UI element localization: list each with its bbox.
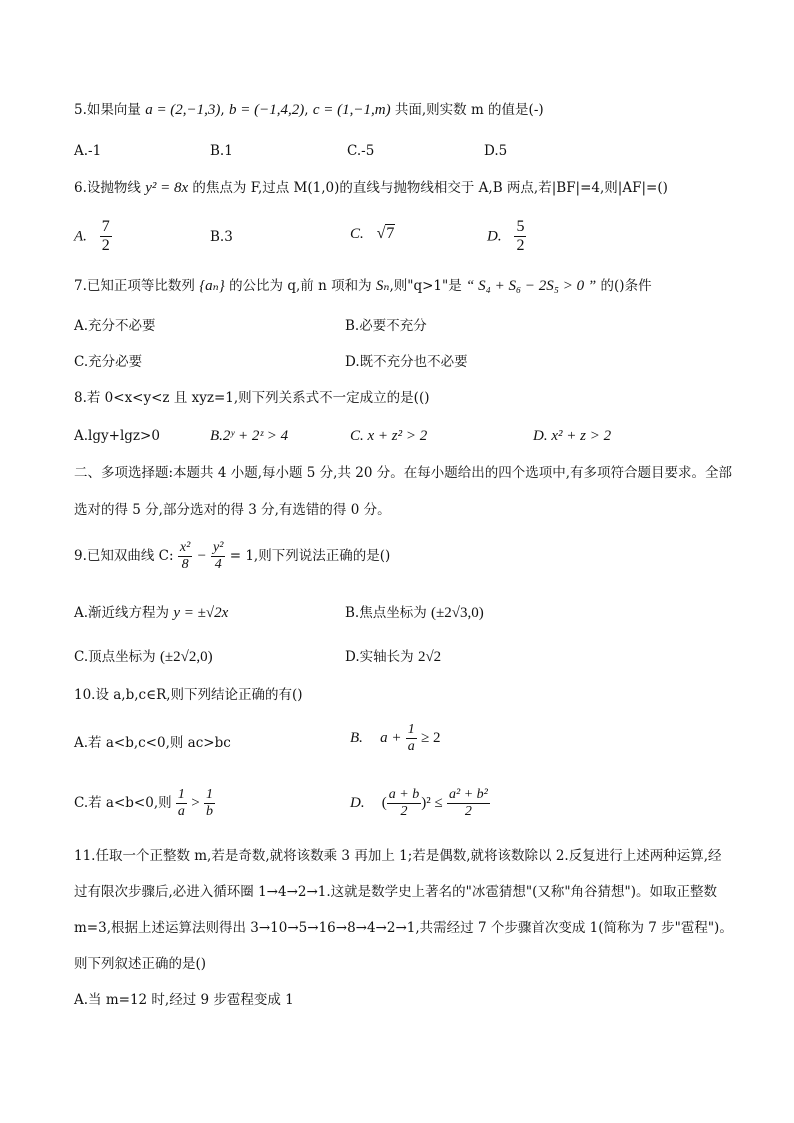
q9-stem-a: 9.已知双曲线 C: xyxy=(74,548,174,565)
q5-vector-c: c = (1,−1,m) xyxy=(312,102,391,118)
q7-sum-sn: Sₙ xyxy=(375,278,390,294)
q7-stem-a: 7.已知正项等比数列 xyxy=(74,278,195,294)
question-11-line4: 则下列叙述正确的是() xyxy=(74,956,207,972)
q6-stem-a: 6.设抛物线 xyxy=(74,180,141,196)
fraction-denominator: 2 xyxy=(464,804,472,820)
q7-option-c: C.充分必要 xyxy=(74,354,143,370)
q9-fraction-x xyxy=(178,540,192,573)
q5-option-c: C.-5 xyxy=(347,143,375,159)
q9-option-a xyxy=(74,606,228,621)
fraction-numerator: 1 xyxy=(204,787,215,804)
q10-option-d: D. ( $\frac{a + b}{2}$ )² ≤ $\frac{\text{a² + b²}}{2}$ xyxy=(350,787,488,820)
q6-option-a-label: A. xyxy=(74,228,87,245)
q5-option-b: B.1 xyxy=(210,143,233,159)
q9-option-c-math: (±2√2,0) xyxy=(159,649,213,665)
q10-option-b-rest: ≥ 2 xyxy=(421,730,441,747)
q9-stem-b: = 1,则下列说法正确的是() xyxy=(229,548,391,565)
question-7-stem xyxy=(74,279,652,294)
q10-option-b xyxy=(350,722,441,755)
q9-option-a-math: y = ±√2x xyxy=(173,605,229,621)
q9-option-c-text: C.顶点坐标为 xyxy=(74,649,156,665)
q7-condition: “ S₄ + S₆ − 2S₅ > 0 ” xyxy=(466,278,597,294)
fraction-numerator: 5 xyxy=(514,218,526,237)
fraction-numerator: a² + b² xyxy=(447,787,490,804)
q11-option-a: A.当 m=12 时,经过 9 步雹程变成 1 xyxy=(74,992,294,1008)
q5-option-a: A.-1 xyxy=(74,143,102,159)
q10-option-c-text: C.若 a<b<0,则 xyxy=(74,795,172,812)
question-11-line1: 11.任取一个正整数 m,若是奇数,就将该数乘 3 再加上 1;若是偶数,就将该数除以 2.反复进行上述两种运算,经 xyxy=(74,848,722,864)
fraction-denominator: 2 xyxy=(516,237,525,255)
q10-option-a: A.若 a<b,c<0,则 ac>bc xyxy=(74,735,231,751)
question-11-line3: m=3,根据上述运算法则得出 3→10→5→16→8→4→2→1,共需经过 7 个步骤首次变成 1(简称为 7 步"雹程")。 xyxy=(74,920,733,936)
q10-option-b-fraction xyxy=(406,722,417,755)
q10-option-b-a: a + xyxy=(380,730,402,747)
q9-option-b xyxy=(345,606,484,621)
q9-option-b-math: (±2√3,0) xyxy=(431,605,484,621)
question-6-stem xyxy=(74,181,668,196)
q6-option-c-label: C. xyxy=(350,226,364,242)
q9-fraction-y xyxy=(211,540,225,573)
q8-option-d: D. x² + z > 2 xyxy=(533,428,612,444)
q8-option-c: C. x + z² > 2 xyxy=(350,428,428,444)
q6-parabola-equation: y² = 8x xyxy=(145,180,189,196)
fraction-denominator: 2 xyxy=(400,804,408,820)
q9-option-d xyxy=(345,650,441,665)
q6-option-b: B.3 xyxy=(210,229,233,245)
q9-option-a-text: A.渐近线方程为 xyxy=(74,605,170,621)
fraction-numerator: 1 xyxy=(406,722,417,739)
q6-option-a-fraction xyxy=(100,218,112,256)
q9-option-d-text: D.实轴长为 xyxy=(345,649,414,665)
sqrt-symbol: √7 xyxy=(376,225,395,242)
section-2-heading-line1: 二、多项选择题:本题共 4 小题,每小题 5 分,共 20 分。在每小题给出的四个选项中,有多项符合题目要求。全部 xyxy=(74,465,733,481)
fraction-numerator: a + b xyxy=(387,787,421,804)
question-11-line2: 过有限次步骤后,必进入循环圈 1→4→2→1.这就是数学史上著名的"冰雹猜想"(又称"角谷猜想")。如取正整数 xyxy=(74,884,718,900)
q10-option-b-label: B. xyxy=(350,730,363,747)
q9-option-d-math: 2√2 xyxy=(417,649,442,665)
q6-option-c-radicand: 7 xyxy=(386,225,395,242)
q6-option-a xyxy=(74,218,112,256)
q10-option-c-gt: > xyxy=(191,795,200,812)
fraction-numerator: 7 xyxy=(100,218,112,237)
q10-option-c-fraction-1 xyxy=(176,787,187,820)
question-10-stem: 10.设 a,b,c∈R,则下列结论正确的有() xyxy=(74,687,303,703)
q9-minus: − xyxy=(196,548,207,565)
fraction-denominator: b xyxy=(205,804,213,820)
q10-option-d-lhs-fraction xyxy=(387,787,421,820)
q6-option-d xyxy=(487,218,526,256)
question-8-stem: 8.若 0<x<y<z 且 xyz=1,则下列关系式不一定成立的是(() xyxy=(74,390,430,406)
question-9-stem xyxy=(74,540,390,573)
section-2-heading-line2: 选对的得 5 分,部分选对的得 3 分,有选错的得 0 分。 xyxy=(74,502,391,518)
q7-stem-c: ,则"q>1"是 xyxy=(389,278,462,294)
q5-vector-b: b = (−1,4,2) xyxy=(229,102,305,118)
question-5-stem: 5.如果向量 a = (2,−1,3), b = (−1,4,2), c = (1,−1,m) 共面,则实数 m 的值是(-) xyxy=(74,102,544,118)
q7-option-b: B.必要不充分 xyxy=(345,318,427,334)
q5-vector-a: a = (2,−1,3) xyxy=(145,102,221,118)
fraction-numerator: y² xyxy=(211,540,225,557)
fraction-denominator: a xyxy=(177,804,185,820)
q7-option-a: A.充分不必要 xyxy=(74,318,156,334)
q6-option-d-fraction xyxy=(514,218,526,256)
q10-option-c-fraction-2 xyxy=(204,787,215,820)
fraction-denominator: a xyxy=(407,739,415,755)
q5-tail-text: 共面,则实数 m 的值是(-) xyxy=(394,102,544,118)
q10-option-d-mid: )² ≤ xyxy=(421,795,443,812)
fraction-numerator: 1 xyxy=(176,787,187,804)
q8-option-a: A.lgy+lgz>0 xyxy=(74,428,160,444)
q7-stem-d: 的()条件 xyxy=(600,278,652,294)
fraction-denominator: 4 xyxy=(214,557,222,573)
q10-option-d-rhs-fraction xyxy=(447,787,490,820)
q8-option-b: B.2ʸ + 2ᶻ > 4 xyxy=(210,428,289,444)
fraction-denominator: 2 xyxy=(101,237,110,255)
fraction-denominator: 8 xyxy=(181,557,189,573)
q9-option-b-text: B.焦点坐标为 xyxy=(345,605,427,621)
q6-option-c xyxy=(350,226,395,242)
q7-stem-b: 的公比为 q,前 n 项和为 xyxy=(229,278,372,294)
q5-option-d: D.5 xyxy=(484,143,508,159)
q10-option-c xyxy=(74,787,215,820)
fraction-numerator: x² xyxy=(178,540,192,557)
q5-stem-text: 5.如果向量 xyxy=(74,102,141,118)
q9-option-c xyxy=(74,650,213,665)
q6-option-d-label: D. xyxy=(487,228,502,245)
q6-stem-b: 的焦点为 F,过点 M(1,0)的直线与抛物线相交于 A,B 两点,若|BF|=4,则|AF|=() xyxy=(192,180,668,196)
q10-option-d-label: D. xyxy=(350,795,365,812)
q7-sequence: {aₙ} xyxy=(199,278,225,294)
q7-option-d: D.既不充分也不必要 xyxy=(345,354,468,370)
